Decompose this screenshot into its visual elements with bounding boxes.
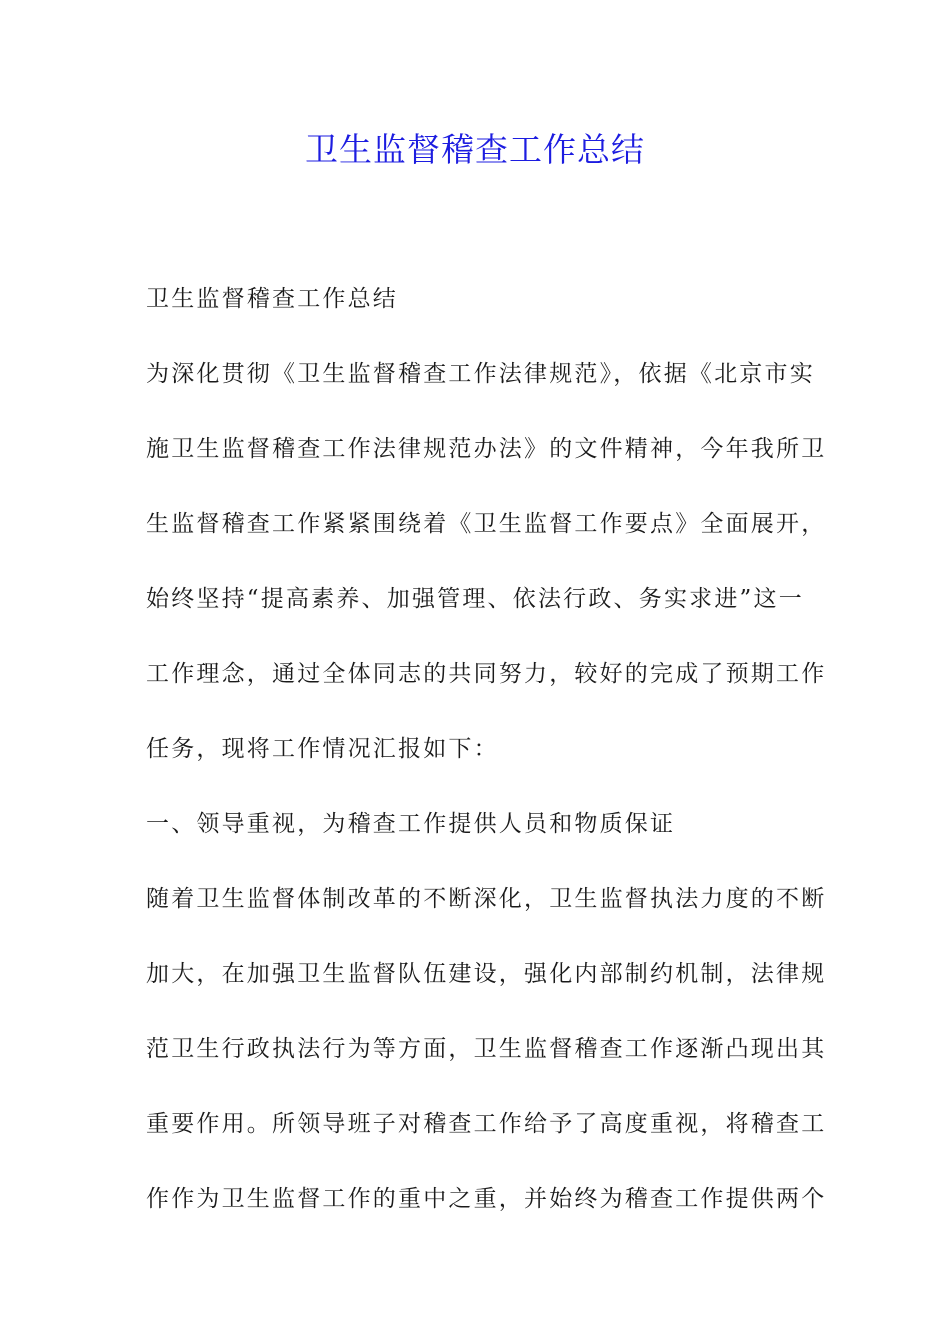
body-line: 重要作用。所领导班子对稽查工作给予了高度重视，将稽查工 [146, 1111, 827, 1137]
document-title: 卫生监督稽查工作总结 [305, 130, 645, 169]
body-line: 加大，在加强卫生监督队伍建设，强化内部制约机制，法律规 [146, 961, 827, 987]
body-line: 范卫生行政执法行为等方面，卫生监督稽查工作逐渐凸现出其 [146, 1036, 827, 1062]
body-line: 为深化贯彻《卫生监督稽查工作法律规范》，依据《北京市实 [146, 361, 815, 387]
body-line: 生监督稽查工作紧紧围绕着《卫生监督工作要点》全面展开， [146, 511, 827, 537]
body-line: 始终坚持“提高素养、加强管理、依法行政、务实求进”这一 [146, 586, 804, 612]
body-line: 施卫生监督稽查工作法律规范办法》的文件精神，今年我所卫 [146, 436, 827, 462]
body-line: 工作理念，通过全体同志的共同努力，较好的完成了预期工作 [146, 661, 827, 687]
body-line-subtitle: 卫生监督稽查工作总结 [146, 286, 398, 312]
body-line: 任务，现将工作情况汇报如下： [146, 736, 499, 762]
body-line: 随着卫生监督体制改革的不断深化，卫生监督执法力度的不断 [146, 886, 827, 912]
document-body [146, 262, 827, 1237]
section-heading: 一、领导重视，为稽查工作提供人员和物质保证 [146, 811, 676, 837]
body-line: 作作为卫生监督工作的重中之重，并始终为稽查工作提供两个 [146, 1186, 827, 1212]
